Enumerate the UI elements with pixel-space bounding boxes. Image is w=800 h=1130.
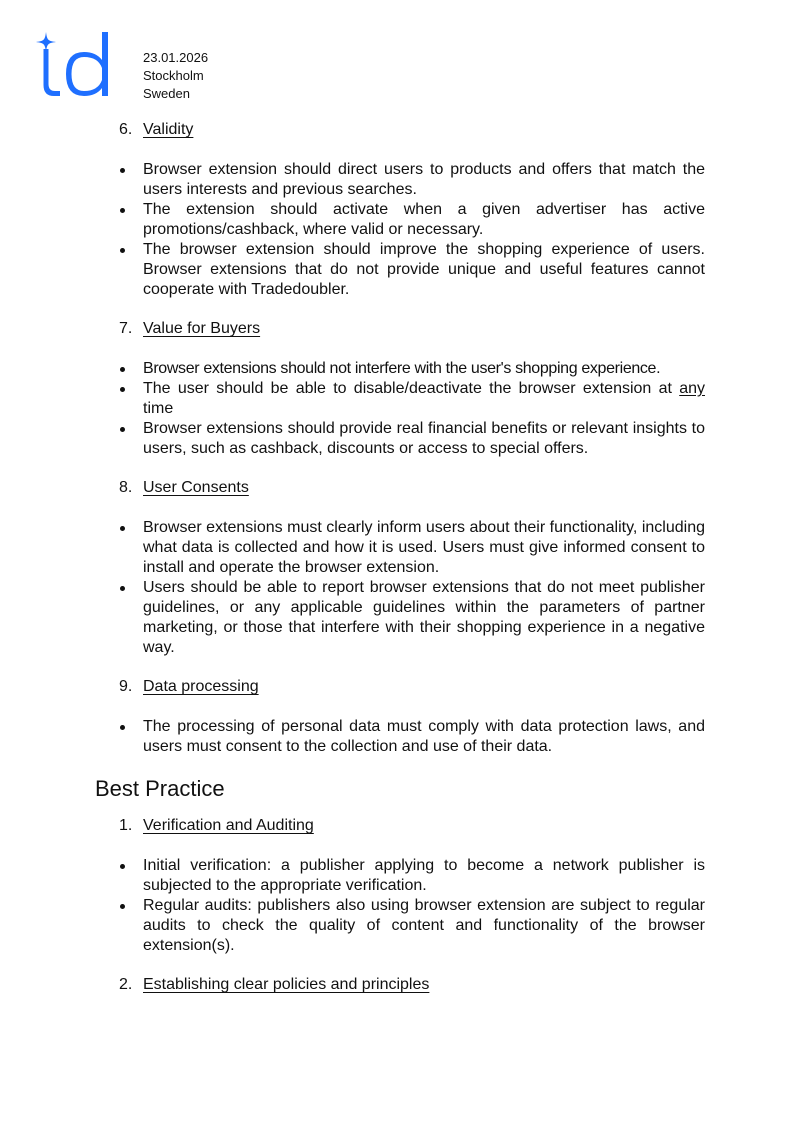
list-item: The processing of personal data must comply with data protection laws, and users must consent to the collection and use of their data.: [95, 717, 705, 757]
section-title: Establishing clear policies and principles: [143, 976, 430, 993]
list-item: The extension should activate when a given advertiser has active promotions/cashback, where valid or necessary.: [95, 200, 705, 240]
section-number: 9.: [119, 678, 133, 695]
list-item: The browser extension should improve the shopping experience of users. Browser extensions that do not provide unique and useful features cannot cooperate with Tradedoubler.: [95, 240, 705, 300]
section-number: 6.: [119, 121, 133, 138]
tradedoubler-logo: [32, 32, 116, 98]
header-date: 23.01.2026: [143, 50, 209, 65]
best-practice-heading: Best Practice: [95, 776, 225, 801]
section-heading-user-consents: [119, 478, 705, 498]
section-title: Validity: [143, 121, 194, 138]
document-body: [95, 120, 705, 1015]
bullet-list-data-processing: [95, 717, 705, 757]
bullet-list-value-for-buyers: [95, 359, 705, 459]
header-country: Sweden: [143, 86, 190, 101]
list-item: Browser extensions should not interfere with the user's shopping experience.: [95, 359, 705, 379]
bullet-list-user-consents: [95, 518, 705, 658]
section-title: Data processing: [143, 678, 259, 695]
bullet-list-validity: [95, 160, 705, 300]
list-item: [95, 379, 705, 419]
section-number: 8.: [119, 479, 133, 496]
section-title: Verification and Auditing: [143, 817, 314, 834]
list-item: Browser extensions must clearly inform users about their functionality, including what data is collected and how it is used. Users must give informed consent to install and operate the browser extension.: [95, 518, 705, 578]
list-item: Initial verification: a publisher applying to become a network publisher is subjected to the appropriate verification.: [95, 856, 705, 896]
section-heading-data-processing: [119, 677, 705, 697]
section-number: 7.: [119, 320, 133, 337]
header-info: [143, 49, 208, 103]
section-heading-validity: [119, 120, 705, 140]
list-item: Browser extensions should provide real financial benefits or relevant insights to users, such as cashback, discounts or access to special offers.: [95, 419, 705, 459]
section-heading-clear-policies: [119, 975, 705, 995]
header-city: Stockholm: [143, 68, 204, 83]
section-title: User Consents: [143, 479, 249, 496]
list-item: Users should be able to report browser extensions that do not meet publisher guidelines, or any applicable guidelines within the parameters of partner marketing, or those that interfere with their shopping experience in a negative way.: [95, 578, 705, 658]
section-heading-value-for-buyers: [119, 319, 705, 339]
section-number: 2.: [119, 976, 133, 993]
section-title: Value for Buyers: [143, 320, 261, 337]
list-item: Browser extension should direct users to products and offers that match the users interests and previous searches.: [95, 160, 705, 200]
list-item: Regular audits: publishers also using browser extension are subject to regular audits to check the quality of content and functionality of the browser extension(s).: [95, 896, 705, 956]
bullet-list-verification-auditing: [95, 856, 705, 956]
section-number: 1.: [119, 817, 133, 834]
underlined-word: any: [679, 380, 705, 397]
section-heading-verification-auditing: [119, 816, 705, 836]
list-item-tail: time: [143, 400, 174, 417]
list-item-text: The user should be able to disable/deactivate the browser extension at: [143, 380, 672, 397]
